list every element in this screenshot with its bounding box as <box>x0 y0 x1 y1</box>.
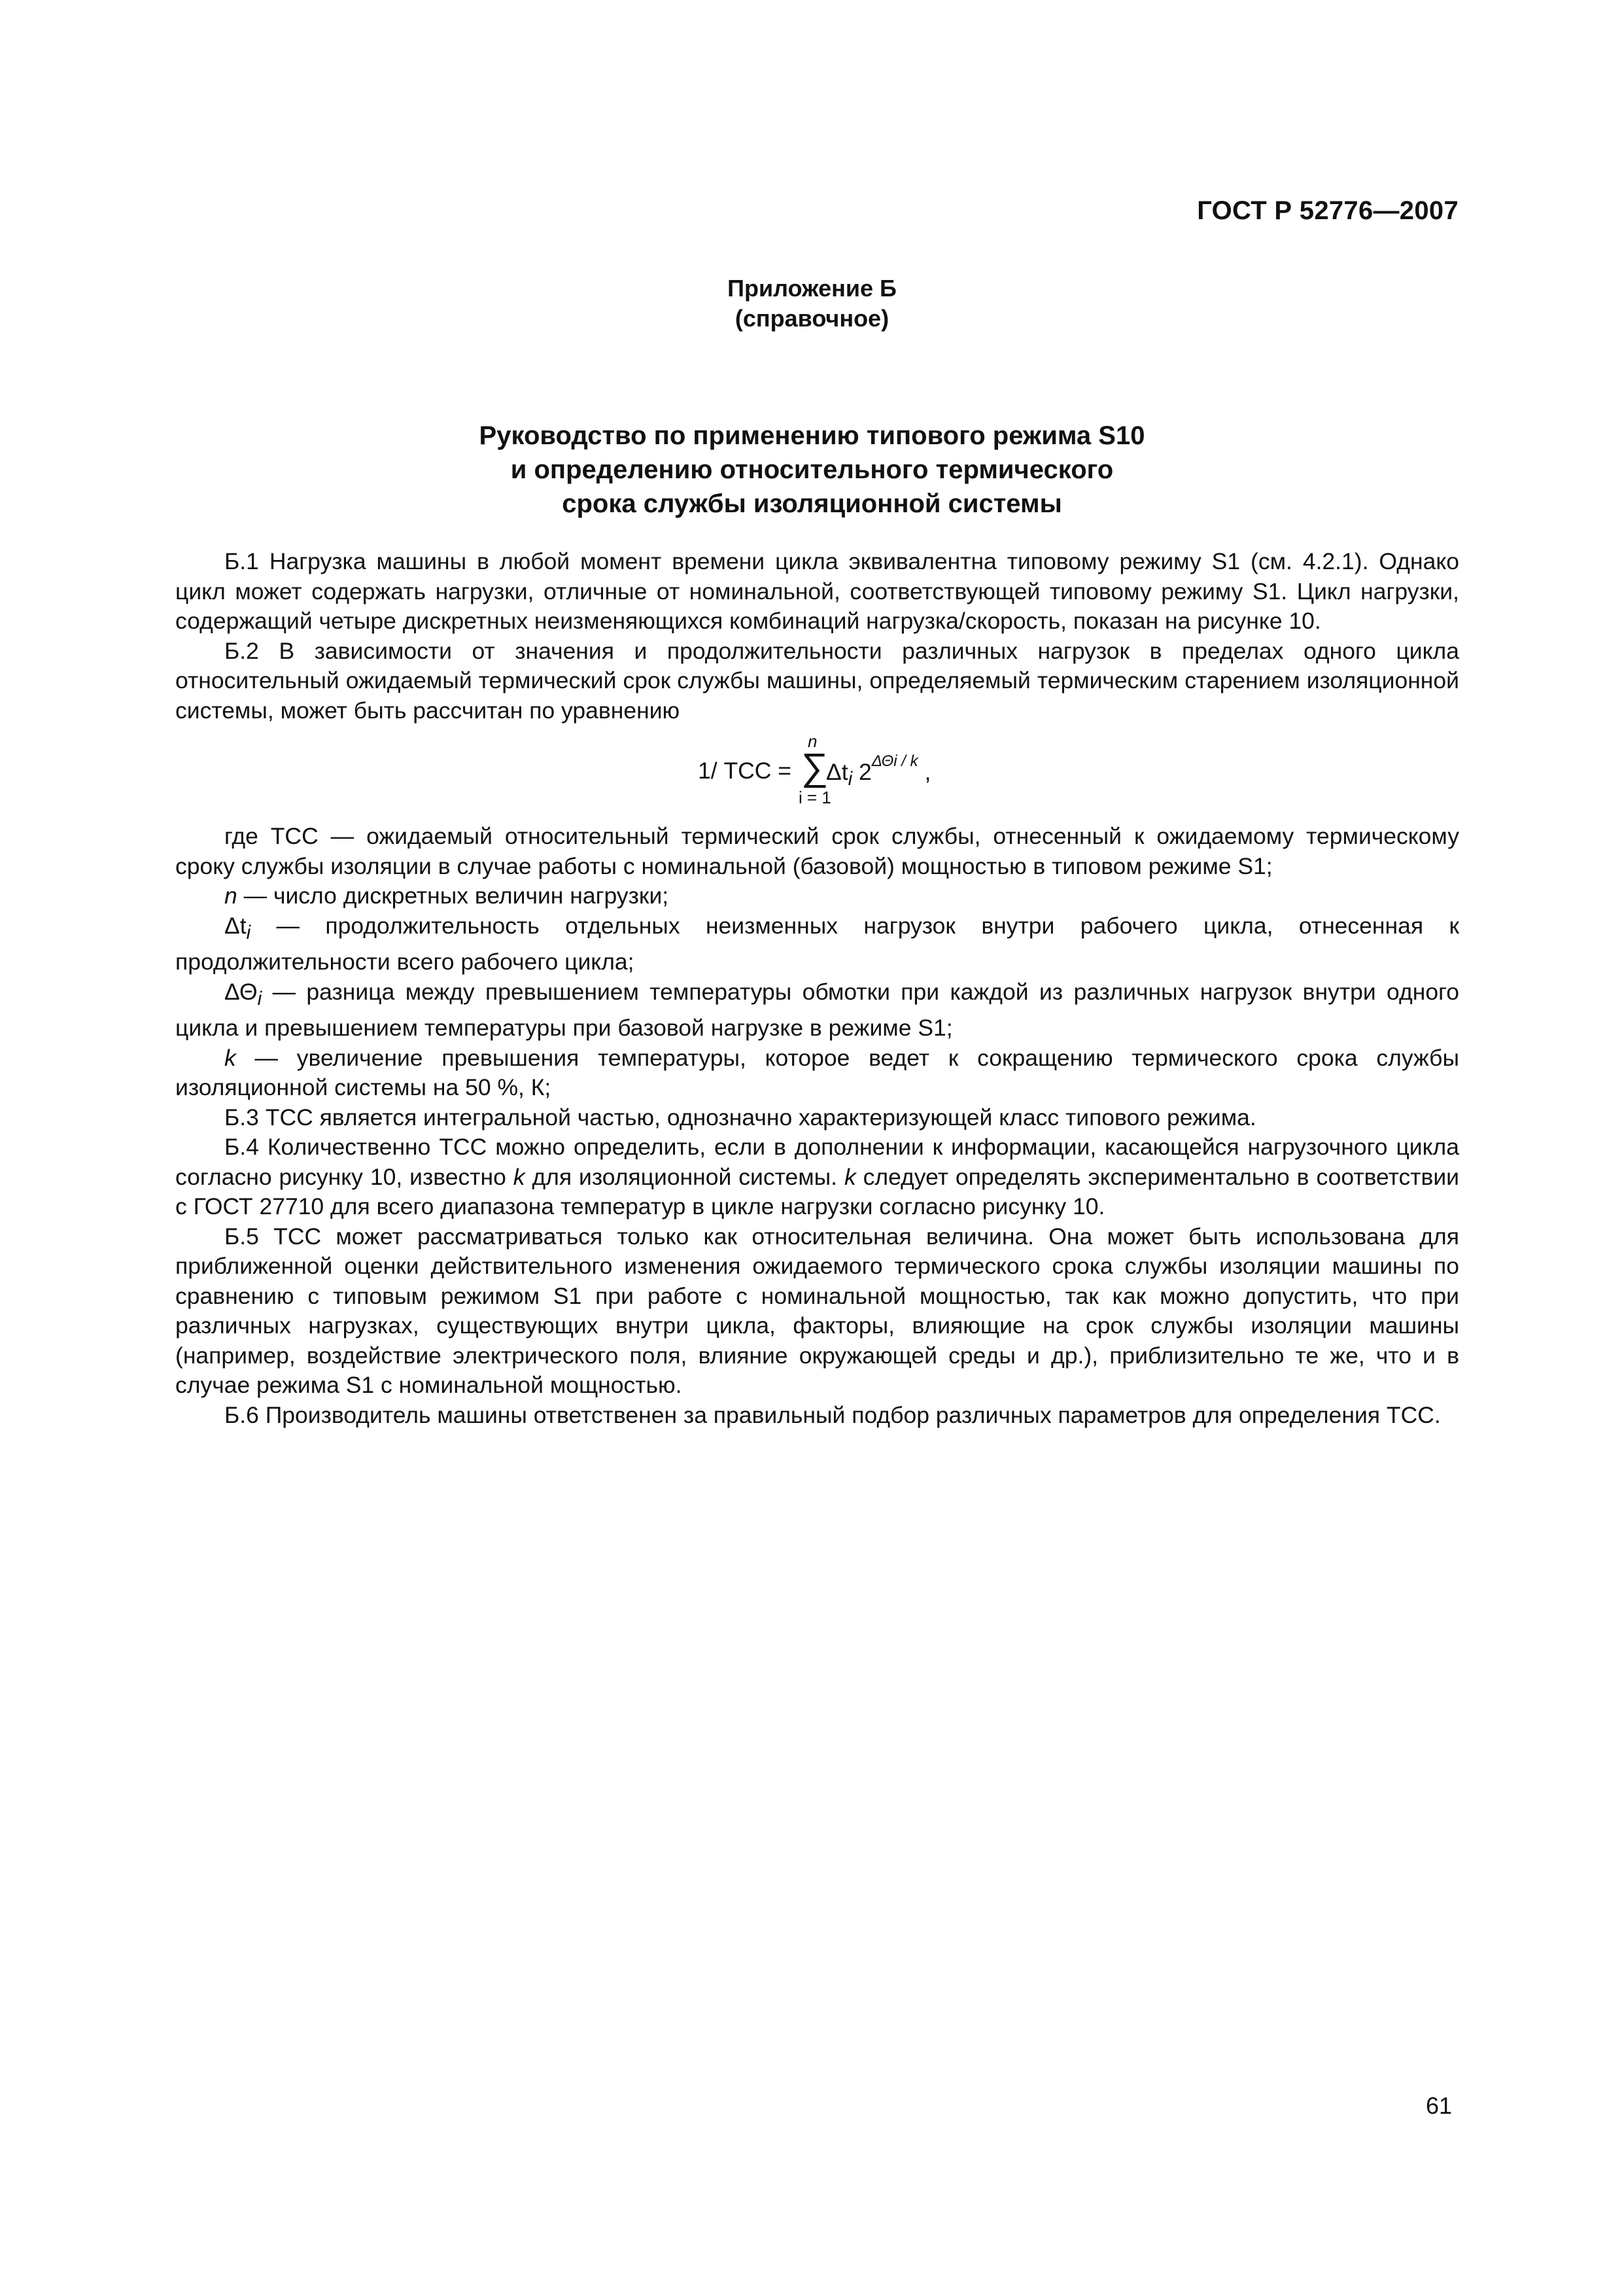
annex-type: (справочное) <box>734 305 890 332</box>
title-line-3: срока службы изоляционной системы <box>562 489 1062 518</box>
title-line-1: Руководство по применению типового режима S10 <box>479 421 1145 450</box>
definition-delta-theta <box>175 977 1459 1043</box>
paragraph-where: где ТСС — ожидаемый относительный термический срок службы, отнесенный к ожидаемому термическому сроку службы изоляции в случае работы с номинальной (базовой) мощностью в типовом режиме S1; <box>175 823 1459 879</box>
formula-lhs: 1/ ТСС = <box>698 758 792 784</box>
document-title <box>0 419 1624 521</box>
symbol-delta-t: Δt <box>224 912 247 939</box>
annex-heading <box>0 273 1624 334</box>
body-section-top <box>175 547 1459 726</box>
symbol-k: k <box>224 1044 236 1071</box>
paragraph-b4 <box>175 1132 1459 1222</box>
title-line-2: и определению относительного термического <box>510 455 1114 484</box>
definition-k-text: — увеличение превышения температуры, которое ведет к сокращению термического срока службы изоляционной системы на 50 %, К; <box>175 1044 1459 1101</box>
paragraph-b4-part-1: Б.4 Количественно ТСС можно определить, если в дополнении к информации, касающейся нагрузочного цикла согласно рисунку 10, известно <box>175 1134 1459 1190</box>
paragraph-b6: Б.6 Производитель машины ответственен за правильный подбор различных параметров для определения ТСС. <box>224 1401 1441 1428</box>
standard-number: ГОСТ Р 52776—2007 <box>1197 196 1459 225</box>
symbol-delta-theta: ΔΘ <box>224 978 258 1005</box>
paragraph-b5: Б.5 ТСС может рассматриваться только как относительная величина. Она может быть использована для приближенной оценки действительного изменения ожидаемого термического срока службы изоляции машины по сравнению с типовым режимом S1 при работе с номинальной мощностью, так как можно допустить, что при различных нагрузках, существующих внутри цикла, факторы, влияющие на срок службы изоляции машины (например, воздействие электрического поля, влияние окружающей среды и др.), приблизительно те же, что и в случае режима S1 с номинальной мощностью. <box>175 1223 1459 1399</box>
paragraph-b3: Б.3 ТСС является интегральной частью, однозначно характеризующей класс типового режима. <box>224 1104 1256 1130</box>
formula-trail: , <box>918 758 931 785</box>
page-number: 61 <box>1425 2092 1452 2119</box>
definition-n-text: — число дискретных величин нагрузки; <box>237 883 669 909</box>
definition-delta-theta-text: — разница между превышением температуры обмотки при каждой из различных нагрузок внутри одного цикла и превышением температуры при базовой нагрузке в режиме S1; <box>175 978 1459 1042</box>
definition-n <box>175 881 1459 911</box>
definition-k <box>175 1043 1459 1103</box>
paragraph-b2: Б.2 В зависимости от значения и продолжительности различных нагрузок в пределах одного цикла относительный ожидаемый термический срок службы машины, определяемый термическим старением изоляционной системы, может быть рассчитан по уравнению <box>175 637 1459 724</box>
definition-delta-t-text: — продолжительность отдельных неизменных нагрузок внутри рабочего цикла, отнесенная к продолжительности всего рабочего цикла; <box>175 912 1459 975</box>
definition-delta-t <box>175 911 1459 977</box>
formula-exponent: ΔΘi / k <box>871 752 918 770</box>
paragraph-b1: Б.1 Нагрузка машины в любой момент времени цикла эквивалентна типовому режиму S1 (см. 4.2.1). Однако цикл может содержать нагрузки, отличные от номинальной, соответствующей типовому режиму S1. Цикл нагрузки, содержащий четыре дискретных неизменяющихся комбинаций нагрузка/скорость, показан на рисунке 10. <box>175 548 1459 634</box>
paragraph-b4-part-3: следует определять экспериментально в соответствии с ГОСТ 27710 для всего диапазона температур в цикле нагрузки согласно рисунку 10. <box>175 1163 1460 1220</box>
formula-sum-lower: i = 1 <box>799 788 831 807</box>
body-section-bottom <box>175 822 1459 1430</box>
formula-term-sub: i <box>848 767 853 790</box>
symbol-delta-theta-sub: i <box>257 987 262 1009</box>
formula-sum-upper: n <box>808 731 818 751</box>
formula-rhs <box>826 752 931 790</box>
symbol-n: n <box>224 883 237 909</box>
formula-term: Δt <box>826 758 848 785</box>
paragraph-b4-part-2: для изоляционной системы. <box>525 1163 844 1190</box>
formula-sum-sign: ∑ <box>801 746 829 788</box>
annex-label: Приложение Б <box>727 275 897 302</box>
paragraph-b4-symbol-k-2: k <box>844 1163 856 1190</box>
symbol-delta-t-sub: i <box>246 921 251 943</box>
paragraph-b4-symbol-k-1: k <box>513 1163 525 1190</box>
formula-base: 2 <box>852 758 872 785</box>
tcc-formula <box>690 731 1082 816</box>
